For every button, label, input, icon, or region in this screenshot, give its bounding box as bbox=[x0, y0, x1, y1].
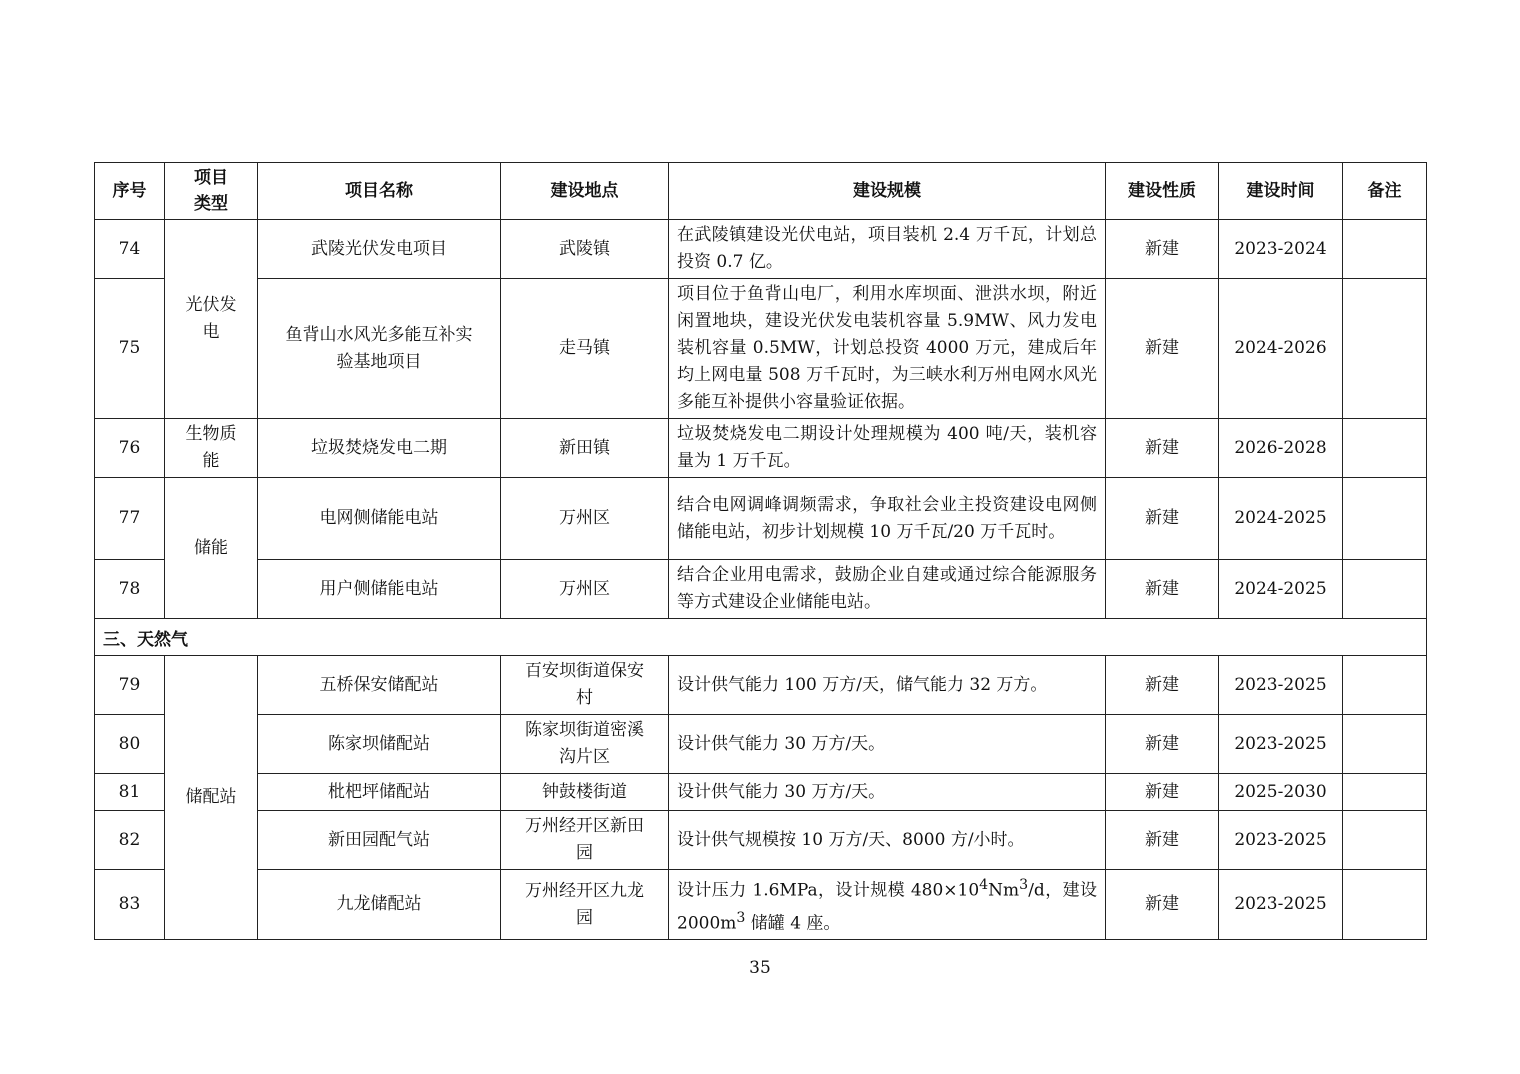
row-remark bbox=[1343, 870, 1427, 940]
row-location: 钟鼓楼街道 bbox=[501, 774, 669, 811]
row-name: 陈家坝储配站 bbox=[258, 715, 501, 774]
row-remark bbox=[1343, 774, 1427, 811]
header-type: 项目类型 bbox=[165, 163, 258, 220]
table-row bbox=[95, 656, 1427, 715]
row-name: 五桥保安储配站 bbox=[258, 656, 501, 715]
row-no: 83 bbox=[95, 870, 165, 940]
row-scale: 垃圾焚烧发电二期设计处理规模为 400 吨/天，装机容量为 1 万千瓦。 bbox=[669, 419, 1106, 478]
header-no: 序号 bbox=[95, 163, 165, 220]
row-no: 77 bbox=[95, 478, 165, 560]
header-scale: 建设规模 bbox=[669, 163, 1106, 220]
row-nature: 新建 bbox=[1106, 656, 1219, 715]
row-scale: 设计供气能力 30 万方/天。 bbox=[669, 774, 1106, 811]
row-time: 2023-2024 bbox=[1219, 220, 1343, 279]
row-no: 76 bbox=[95, 419, 165, 478]
row-nature: 新建 bbox=[1106, 478, 1219, 560]
header-nature: 建设性质 bbox=[1106, 163, 1219, 220]
table-row bbox=[95, 774, 1427, 811]
row-time: 2023-2025 bbox=[1219, 870, 1343, 940]
row-nature: 新建 bbox=[1106, 811, 1219, 870]
row-time: 2024-2026 bbox=[1219, 279, 1343, 419]
row-time: 2023-2025 bbox=[1219, 656, 1343, 715]
section-title: 三、天然气 bbox=[95, 619, 1427, 656]
row-name: 九龙储配站 bbox=[258, 870, 501, 940]
row-nature: 新建 bbox=[1106, 774, 1219, 811]
row-nature: 新建 bbox=[1106, 220, 1219, 279]
row-name: 电网侧储能电站 bbox=[258, 478, 501, 560]
table-row bbox=[95, 478, 1427, 560]
table-row bbox=[95, 279, 1427, 419]
row-scale: 设计供气规模按 10 万方/天、8000 方/小时。 bbox=[669, 811, 1106, 870]
header-row bbox=[95, 163, 1427, 220]
row-nature: 新建 bbox=[1106, 279, 1219, 419]
row-scale: 结合电网调峰调频需求，争取社会业主投资建设电网侧储能电站，初步计划规模 10 万千瓦/20 万千瓦时。 bbox=[669, 478, 1106, 560]
row-name: 枇杷坪储配站 bbox=[258, 774, 501, 811]
row-name: 用户侧储能电站 bbox=[258, 560, 501, 619]
section-row bbox=[95, 619, 1427, 656]
row-name: 鱼背山水风光多能互补实验基地项目 bbox=[258, 279, 501, 419]
row-name: 垃圾焚烧发电二期 bbox=[258, 419, 501, 478]
row-no: 74 bbox=[95, 220, 165, 279]
page-number: 35 bbox=[749, 958, 771, 978]
row-remark bbox=[1343, 478, 1427, 560]
row-location: 新田镇 bbox=[501, 419, 669, 478]
type-cell-storage: 储能 bbox=[165, 478, 258, 619]
row-scale: 在武陵镇建设光伏电站，项目装机 2.4 万千瓦，计划总投资 0.7 亿。 bbox=[669, 220, 1106, 279]
table-row bbox=[95, 560, 1427, 619]
row-no: 80 bbox=[95, 715, 165, 774]
row-location: 陈家坝街道密溪沟片区 bbox=[501, 715, 669, 774]
row-time: 2023-2025 bbox=[1219, 811, 1343, 870]
row-location: 万州经开区新田园 bbox=[501, 811, 669, 870]
row-location: 武陵镇 bbox=[501, 220, 669, 279]
header-name: 项目名称 bbox=[258, 163, 501, 220]
row-remark bbox=[1343, 560, 1427, 619]
row-nature: 新建 bbox=[1106, 870, 1219, 940]
row-no: 78 bbox=[95, 560, 165, 619]
table-row bbox=[95, 811, 1427, 870]
row-scale: 设计供气能力 100 万方/天，储气能力 32 万方。 bbox=[669, 656, 1106, 715]
row-remark bbox=[1343, 220, 1427, 279]
row-time: 2025-2030 bbox=[1219, 774, 1343, 811]
row-nature: 新建 bbox=[1106, 419, 1219, 478]
row-time: 2024-2025 bbox=[1219, 478, 1343, 560]
row-location: 万州区 bbox=[501, 560, 669, 619]
row-no: 75 bbox=[95, 279, 165, 419]
row-name: 新田园配气站 bbox=[258, 811, 501, 870]
row-remark bbox=[1343, 811, 1427, 870]
row-no: 81 bbox=[95, 774, 165, 811]
row-scale: 结合企业用电需求，鼓励企业自建或通过综合能源服务等方式建设企业储能电站。 bbox=[669, 560, 1106, 619]
row-location: 走马镇 bbox=[501, 279, 669, 419]
table-row bbox=[95, 715, 1427, 774]
header-time: 建设时间 bbox=[1219, 163, 1343, 220]
header-location: 建设地点 bbox=[501, 163, 669, 220]
type-cell-gas-station: 储配站 bbox=[165, 656, 258, 940]
row-nature: 新建 bbox=[1106, 560, 1219, 619]
row-remark bbox=[1343, 419, 1427, 478]
row-remark bbox=[1343, 715, 1427, 774]
row-no: 79 bbox=[95, 656, 165, 715]
table-row bbox=[95, 220, 1427, 279]
table-row bbox=[95, 870, 1427, 940]
row-scale: 设计压力 1.6MPa，设计规模 $480\times 10^4Nm^3/d$，建设 $2000m^3$ 储罐 4 座。 bbox=[669, 870, 1106, 940]
table-row bbox=[95, 419, 1427, 478]
type-cell-biomass: 生物质能 bbox=[165, 419, 258, 478]
row-no: 82 bbox=[95, 811, 165, 870]
type-cell-pv: 光伏发电 bbox=[165, 220, 258, 419]
row-time: 2026-2028 bbox=[1219, 419, 1343, 478]
row-time: 2024-2025 bbox=[1219, 560, 1343, 619]
row-location: 万州经开区九龙园 bbox=[501, 870, 669, 940]
row-scale: 设计供气能力 30 万方/天。 bbox=[669, 715, 1106, 774]
row-remark bbox=[1343, 656, 1427, 715]
project-table bbox=[94, 162, 1427, 940]
row-location: 万州区 bbox=[501, 478, 669, 560]
row-location: 百安坝街道保安村 bbox=[501, 656, 669, 715]
row-nature: 新建 bbox=[1106, 715, 1219, 774]
row-name: 武陵光伏发电项目 bbox=[258, 220, 501, 279]
row-remark bbox=[1343, 279, 1427, 419]
header-remark: 备注 bbox=[1343, 163, 1427, 220]
row-time: 2023-2025 bbox=[1219, 715, 1343, 774]
row-scale: 项目位于鱼背山电厂，利用水库坝面、泄洪水坝，附近闲置地块，建设光伏发电装机容量 5.9MW、风力发电装机容量 0.5MW，计划总投资 4000 万元，建成后年均上网电量 508 万千瓦时，为三峡水利万州电网水风光多能互补提供小容量验证依据。 bbox=[669, 279, 1106, 419]
